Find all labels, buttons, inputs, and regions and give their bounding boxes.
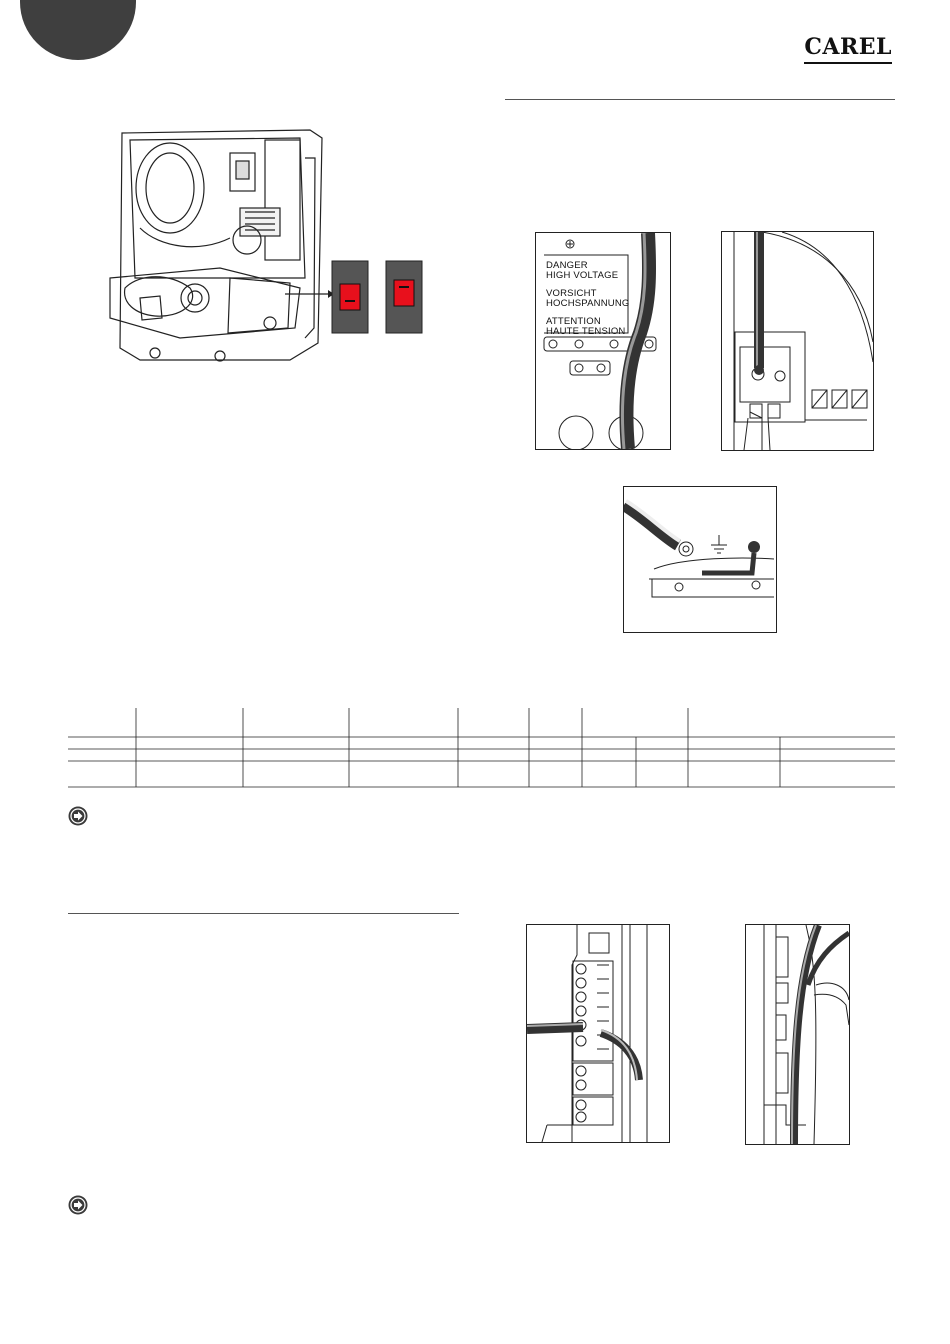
brand-name: CAREL <box>804 34 892 60</box>
section-rule-top <box>505 99 895 100</box>
arrow-right-circle-icon <box>68 806 88 826</box>
cable-terminal-figure <box>721 231 874 451</box>
cable-routing-figure <box>745 924 850 1145</box>
high-voltage-text: HIGH VOLTAGE <box>546 270 619 281</box>
warning-label-text <box>546 261 630 337</box>
danger-text: DANGER <box>546 260 588 271</box>
ground-connection-figure <box>623 486 777 633</box>
terminal-block-figure <box>526 924 670 1143</box>
specs-table <box>68 708 895 790</box>
attention-text: ATTENTION <box>546 316 601 327</box>
ground-symbol-icon <box>711 535 727 553</box>
hochspannung-text: HOCHSPANNUNG <box>546 298 630 309</box>
carel-logo <box>804 34 892 60</box>
vorsicht-text: VORSICHT <box>546 288 597 299</box>
haute-tension-text: HAUTE TENSION <box>546 326 626 337</box>
section-rule-bottom <box>68 913 459 914</box>
humidifier-open-figure <box>100 128 430 368</box>
arrow-right-circle-icon <box>68 1195 88 1215</box>
chapter-tab <box>20 0 136 60</box>
high-voltage-panel-figure <box>535 232 671 450</box>
